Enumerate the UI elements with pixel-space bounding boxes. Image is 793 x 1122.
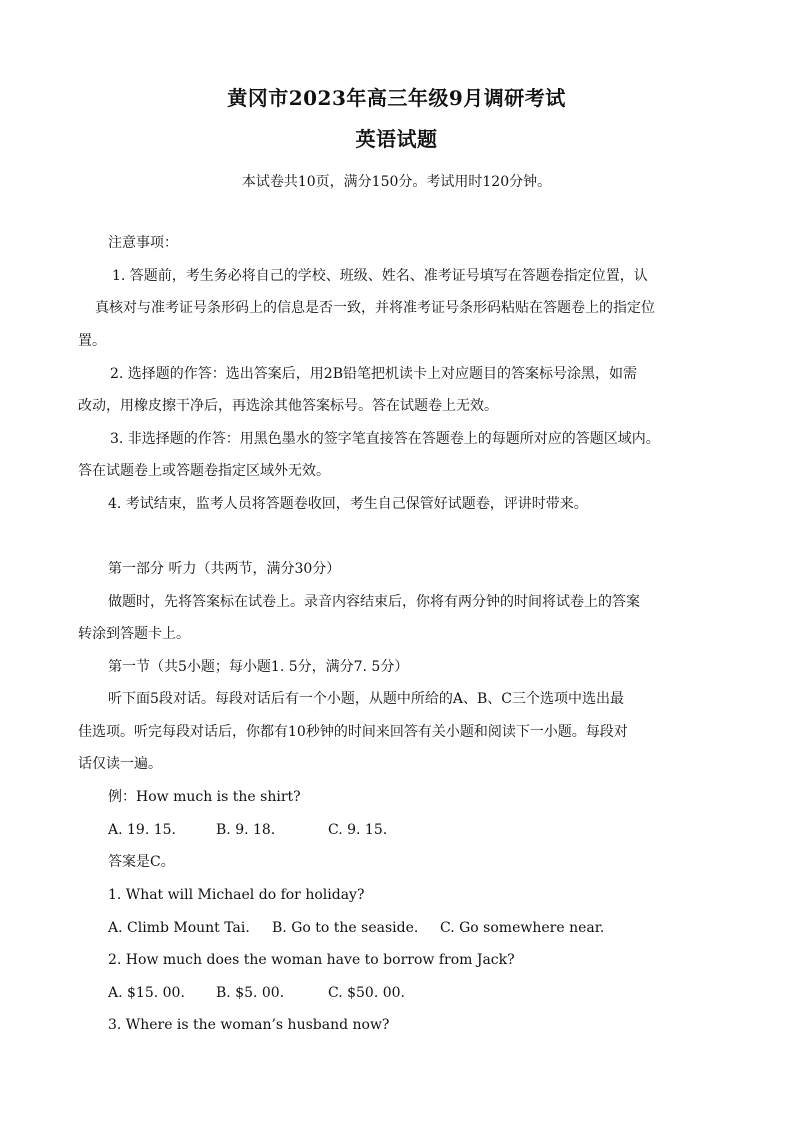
option-b: B. $5. 00. xyxy=(216,985,285,1001)
notice-line: 2. 选择题的作答：选出答案后，用2B铅笔把机读卡上对应题目的答案标号涂黑，如需 xyxy=(110,366,638,382)
exam-title: 黄冈市2023年高三年级9月调研考试 xyxy=(227,86,566,110)
question-3: 3. Where is the woman’s husband now? xyxy=(108,1017,390,1033)
question-1: 1. What will Michael do for holiday? xyxy=(108,887,365,903)
option-a: A. $15. 00. xyxy=(108,985,185,1001)
subject-title: 英语试题 xyxy=(355,127,438,151)
part-intro-line: 做题时，先将答案标在试卷上。录音内容结束后，你将有两分钟的时间将试卷上的答案 xyxy=(108,594,640,610)
section-instruction-line: 听下面5段对话。每段对话后有一个小题，从题中所给的A、B、C三个选项中选出最 xyxy=(108,691,625,707)
notice-line: 真核对与准考证号条形码上的信息是否一致，并将准考证号条形码粘贴在答题卷上的指定位 xyxy=(95,300,655,316)
option-a: A. Climb Mount Tai. xyxy=(108,920,250,936)
notice-line: 4. 考试结束，监考人员将答题卷收回，考生自己保管好试题卷，评讲时带来。 xyxy=(108,496,588,512)
question-2-options xyxy=(108,983,405,1003)
option-c: C. $50. 00. xyxy=(328,985,405,1001)
option-c: C. Go somewhere near. xyxy=(440,920,605,936)
notice-line: 置。 xyxy=(78,333,106,349)
example-answer: 答案是C。 xyxy=(108,854,175,870)
option-a: A. 19. 15. xyxy=(108,822,176,838)
section-instruction-line: 话仅读一遍。 xyxy=(78,756,162,772)
notice-line: 答在试题卷上或答题卷指定区域外无效。 xyxy=(78,463,330,479)
example-question: 例：How much is the shirt? xyxy=(108,789,301,805)
notice-line: 3. 非选择题的作答：用黑色墨水的签字笔直接答在答题卷上的每题所对应的答题区域内。 xyxy=(110,431,660,447)
part-intro-line: 转涂到答题卡上。 xyxy=(78,626,190,642)
option-b: B. 9. 18. xyxy=(216,822,276,838)
question-2: 2. How much does the woman have to borrow from Jack? xyxy=(108,952,515,968)
example-options xyxy=(108,820,387,840)
part-heading: 第一部分 听力（共两节，满分30分） xyxy=(108,561,341,577)
notice-line: 1. 答题前，考生务必将自己的学校、班级、姓名、准考证号填写在答题卷指定位置，认 xyxy=(112,268,648,284)
section-heading: 第一节（共5小题；每小题1. 5分，满分7. 5分） xyxy=(108,659,409,675)
notice-line: 改动，用橡皮擦干净后，再选涂其他答案标号。答在试题卷上无效。 xyxy=(78,398,498,414)
section-instruction-line: 佳选项。听完每段对话后，你都有10秒钟的时间来回答有关小题和阅读下一小题。每段对 xyxy=(78,724,628,740)
option-b: B. Go to the seaside. xyxy=(272,920,419,936)
option-c: C. 9. 15. xyxy=(328,822,388,838)
exam-info: 本试卷共10页，满分150分。考试用时120分钟。 xyxy=(241,174,552,190)
question-1-options xyxy=(108,918,604,938)
notice-heading: 注意事项： xyxy=(108,235,178,251)
